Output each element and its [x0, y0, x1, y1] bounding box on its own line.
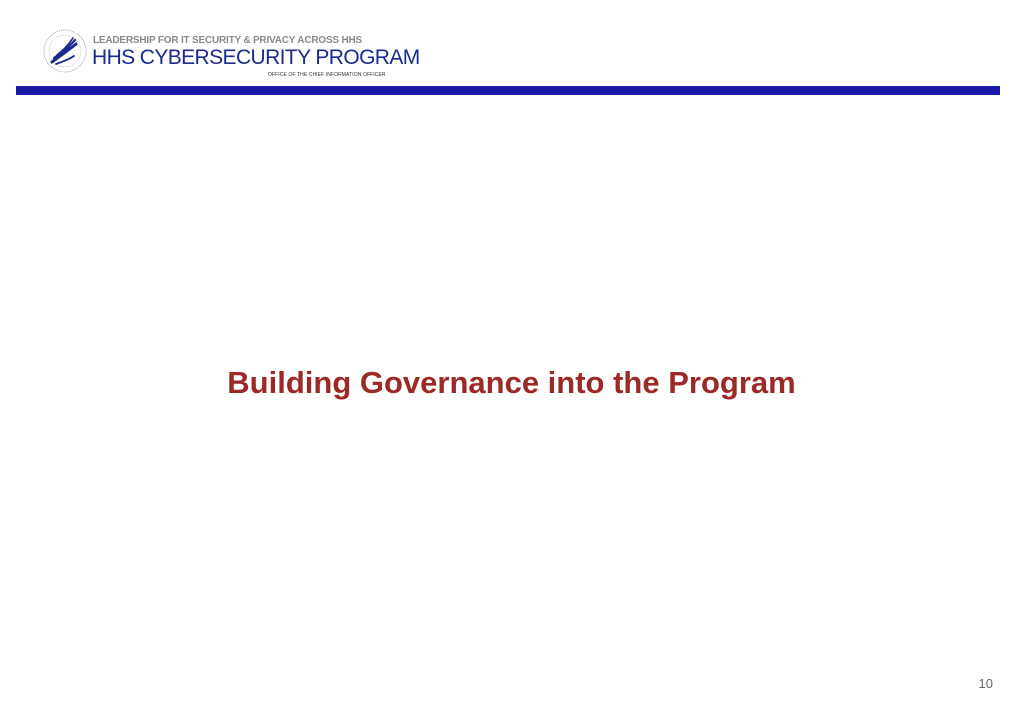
hhs-seal-icon — [40, 26, 90, 76]
hhs-cybersecurity-logo — [40, 26, 420, 78]
header-divider-bar — [16, 86, 1000, 95]
page-number: 10 — [978, 676, 993, 691]
logo-office-name: OFFICE OF THE CHIEF INFORMATION OFFICER — [268, 72, 386, 78]
logo-tagline: LEADERSHIP FOR IT SECURITY & PRIVACY ACROSS HHS — [93, 35, 362, 46]
logo-program-name: HHS CYBERSECURITY PROGRAM — [92, 46, 420, 69]
slide-title: Building Governance into the Program — [227, 365, 796, 400]
slide-header — [0, 0, 1023, 96]
